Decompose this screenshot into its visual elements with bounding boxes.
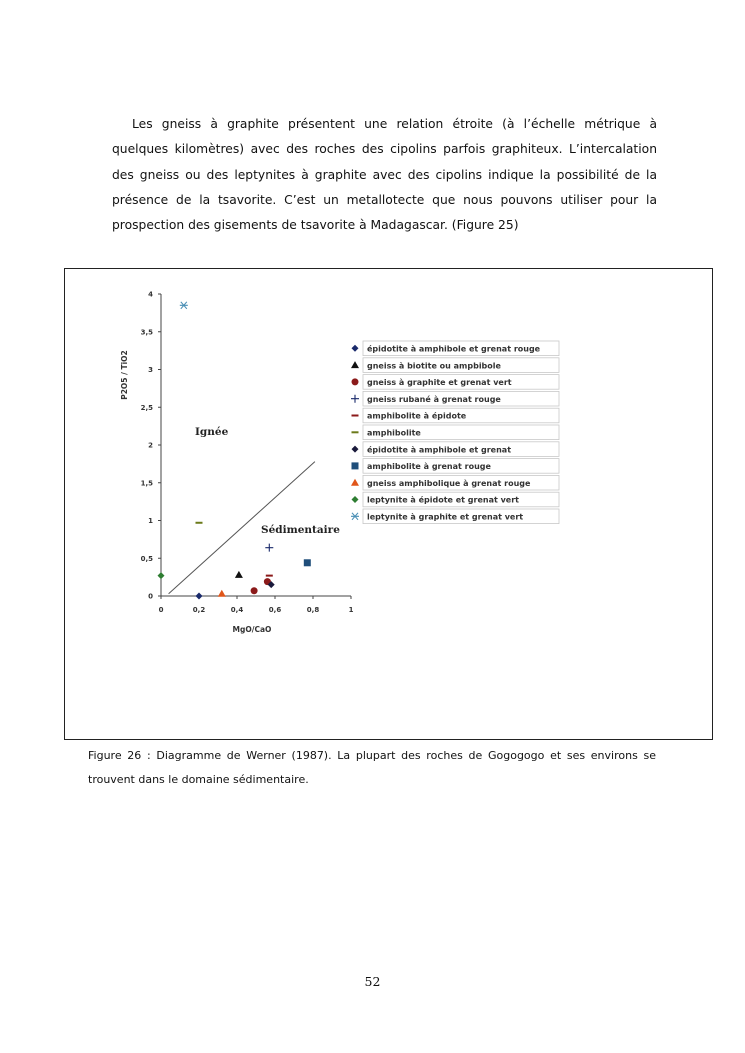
data-point — [180, 302, 188, 309]
legend-marker — [352, 378, 359, 385]
y-tick-label: 4 — [148, 290, 153, 299]
figure-caption: Figure 26 : Diagramme de Werner (1987). La plupart des roches de Gogogogo et ses environs se trouvent dans le domaine sédimentaire. — [88, 749, 656, 786]
y-tick-label: 1,5 — [140, 479, 153, 488]
data-point — [265, 544, 273, 552]
y-tick-label: 0,5 — [140, 554, 153, 563]
x-tick-label: 0 — [158, 606, 164, 614]
data-point — [251, 587, 258, 594]
legend-label: gneiss à graphite et grenat vert — [367, 378, 512, 388]
x-tick-label: 0,8 — [306, 606, 320, 614]
x-tick-label: 0,4 — [230, 606, 244, 614]
legend-marker — [351, 361, 359, 368]
data-point — [266, 575, 273, 577]
legend-label: gneiss rubané à grenat rouge — [367, 394, 501, 404]
legend-marker — [352, 496, 359, 503]
data-point — [196, 522, 203, 524]
body-paragraph: Les gneiss à graphite présentent une relation étroite (à l’échelle métrique à quelques kilomètres) avec des roches des cipolins parfois graphiteux. L’intercalation des gneiss ou des leptynites à graphite avec des cipolins indique la possibilité de la présence de la tsavorite. C’est un metallotecte que nous pouvons utiliser pour la prospection des gisements de tsavorite à Madagascar. (Figure 25) — [112, 117, 657, 233]
y-tick-label: 3 — [148, 366, 153, 374]
figure-frame — [64, 268, 713, 740]
data-point — [235, 571, 243, 578]
legend-marker — [351, 395, 359, 403]
page-number: 52 — [364, 974, 381, 989]
legend-label: épidotite à amphibole et grenat rouge — [367, 344, 541, 354]
x-axis-title: MgO/CaO — [232, 625, 272, 634]
x-tick-label: 1 — [348, 606, 354, 614]
y-axis-title: P2O5 / TiO2 — [120, 350, 129, 400]
data-point — [158, 572, 165, 579]
legend-label: gneiss amphibolique à grenat rouge — [367, 478, 531, 488]
legend-marker — [352, 446, 359, 453]
legend-marker — [351, 479, 359, 486]
legend-label: gneiss à biotite ou ampbibole — [367, 361, 501, 371]
legend-marker — [352, 462, 359, 469]
legend-label: leptynite à épidote et grenat vert — [367, 495, 519, 505]
legend-label: amphibolite à épidote — [367, 411, 467, 421]
legend-label: leptynite à graphite et grenat vert — [367, 512, 524, 522]
legend-marker — [352, 431, 359, 433]
legend-marker — [352, 345, 359, 352]
y-tick-label: 1 — [148, 517, 153, 525]
data-point — [304, 559, 311, 566]
werner-diagram-chart — [65, 269, 714, 741]
legend-marker — [351, 513, 359, 520]
legend-label: amphibolite à grenat rouge — [367, 462, 491, 472]
y-tick-label: 2 — [148, 441, 153, 450]
data-point — [196, 593, 203, 600]
y-tick-label: 2,5 — [140, 403, 153, 412]
region-label-sedimentaire: Sédimentaire — [261, 524, 340, 536]
legend-label: épidotite à amphibole et grenat — [367, 445, 512, 455]
region-label-ignee: Ignée — [195, 426, 229, 438]
data-point — [218, 590, 226, 597]
y-tick-label: 3,5 — [140, 328, 153, 337]
x-tick-label: 0,2 — [192, 606, 206, 614]
x-tick-label: 0,6 — [268, 606, 282, 614]
legend-marker — [352, 415, 359, 417]
legend-label: amphibolite — [367, 428, 421, 438]
y-tick-label: 0 — [148, 592, 153, 601]
